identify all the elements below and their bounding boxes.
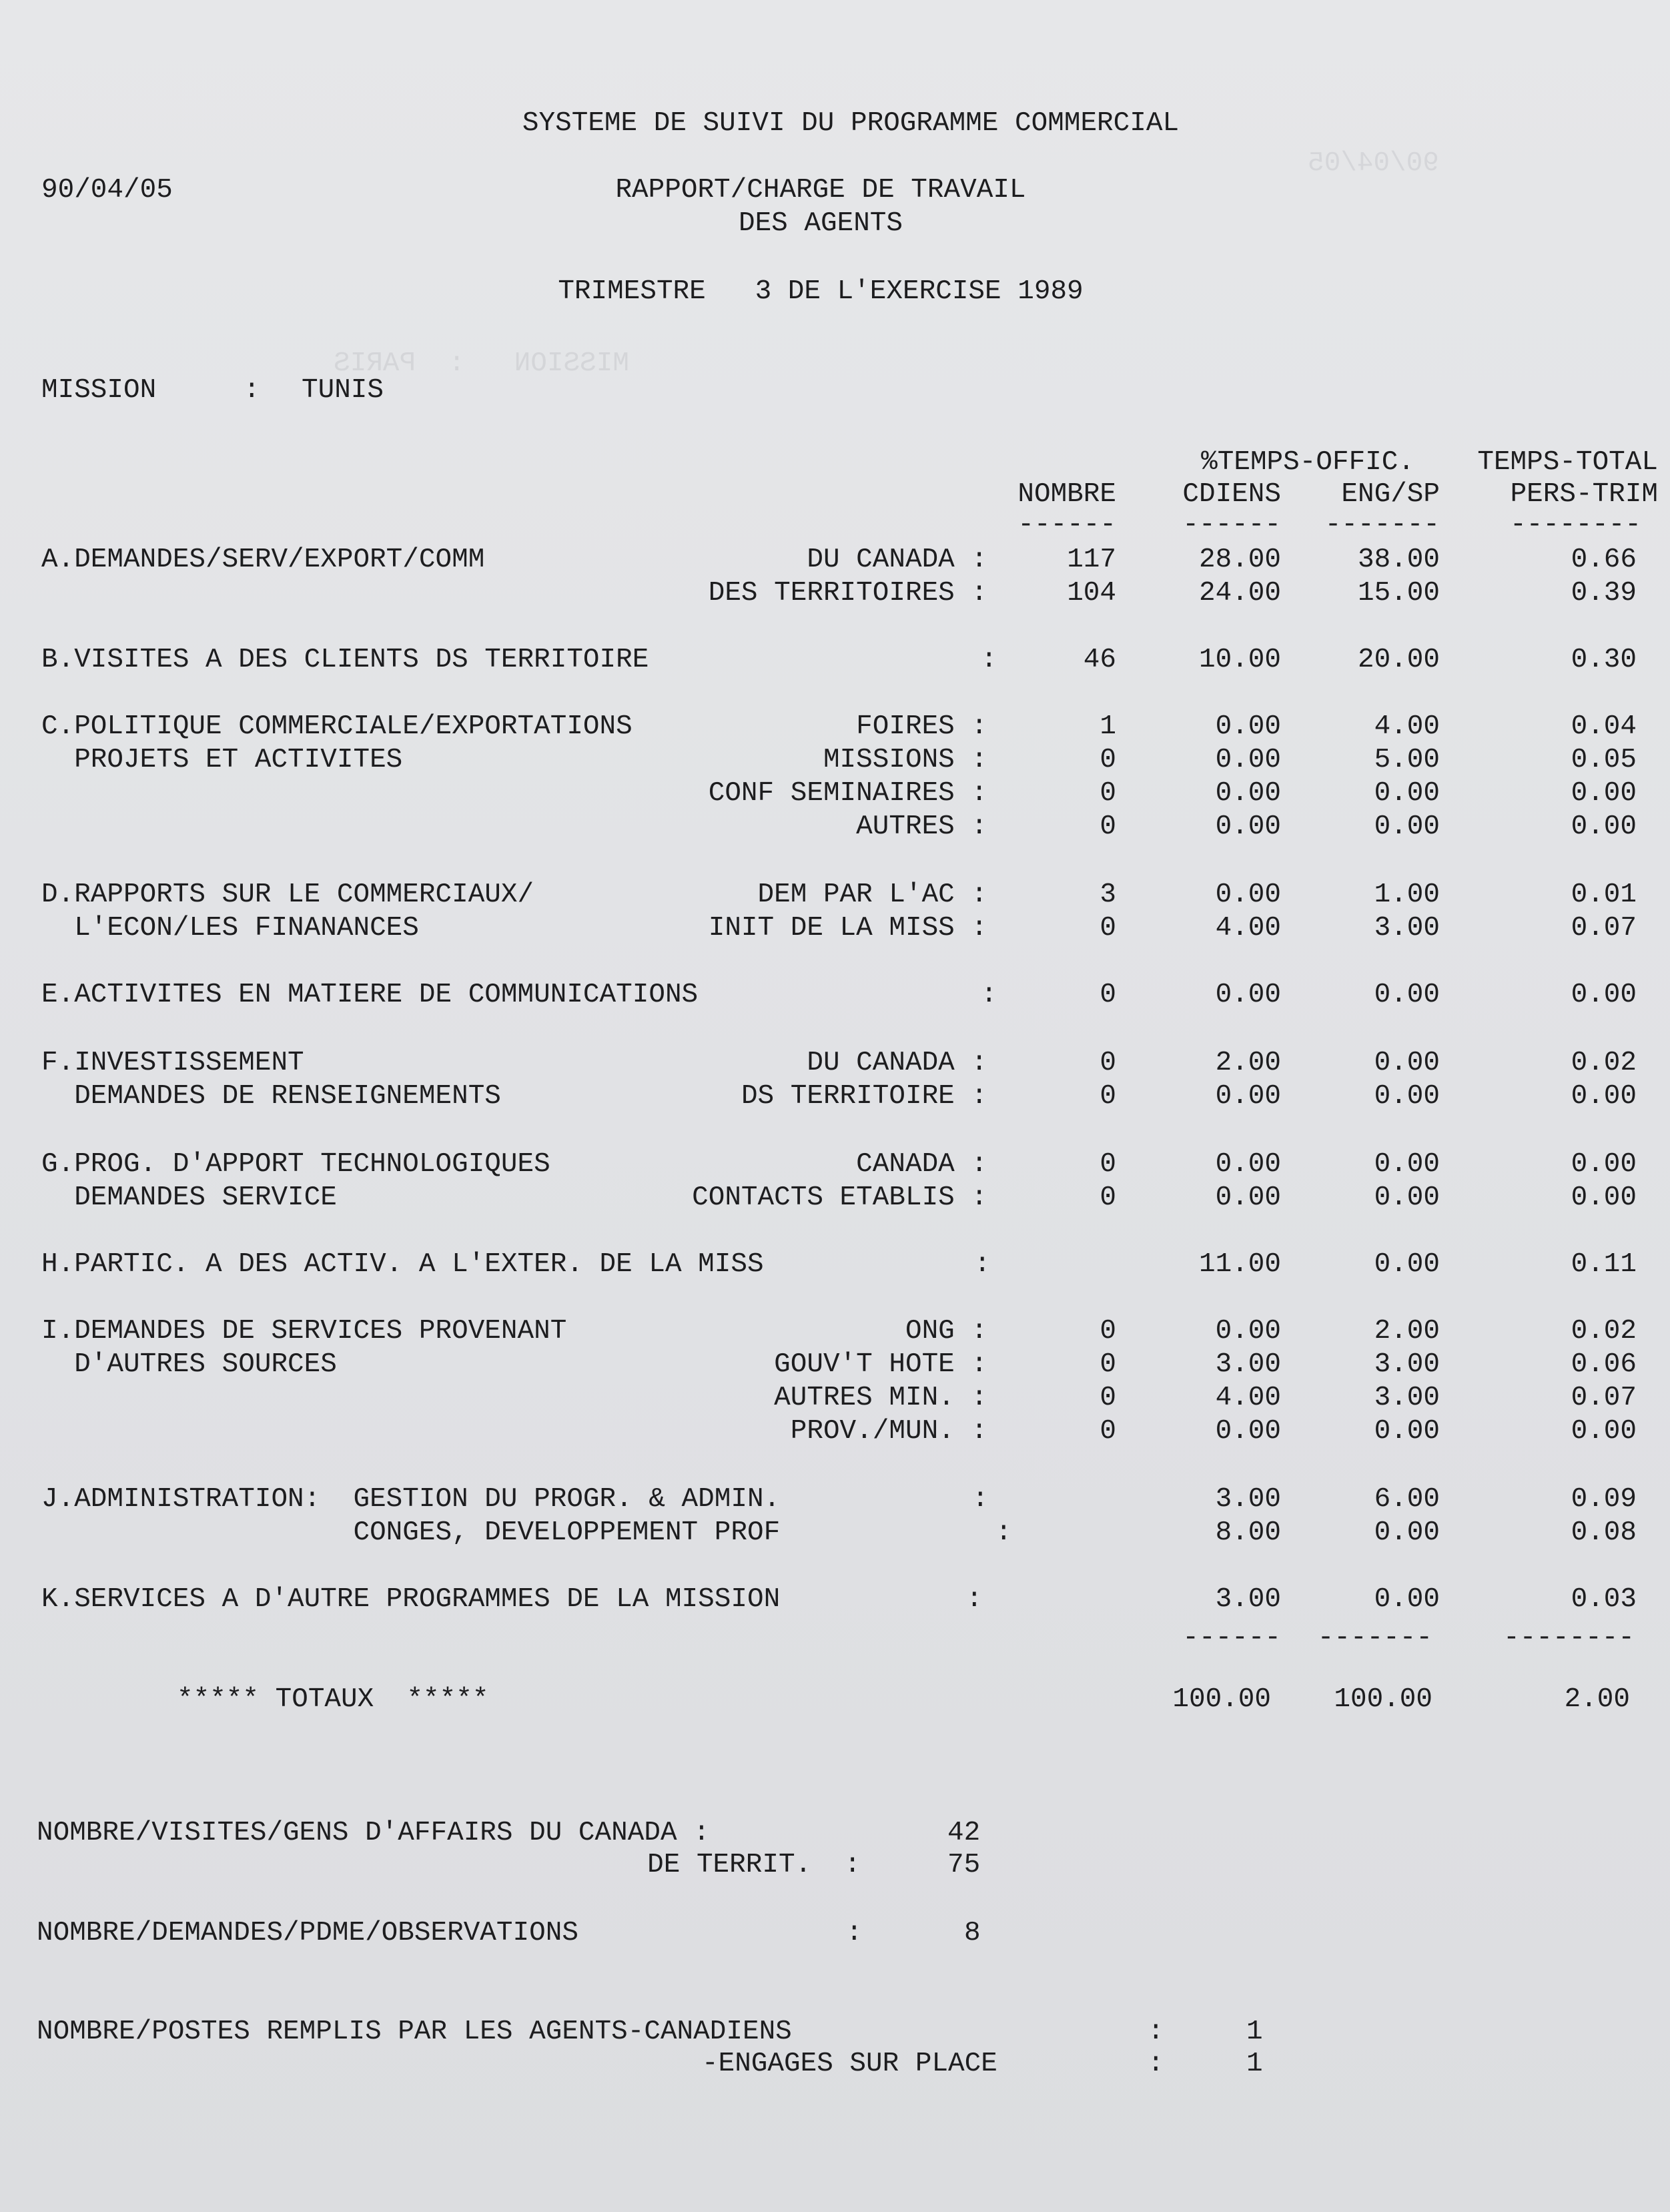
postes-sp-value: 1 <box>1246 2049 1263 2079</box>
header-dash-cdiens: ------ <box>1182 510 1281 540</box>
row-engsp: 4.00 <box>1374 711 1440 742</box>
totals-pers: 2.00 <box>1564 1684 1630 1715</box>
row-separator: : <box>972 1484 989 1515</box>
mission-label: MISSION <box>41 375 157 406</box>
header-cdiens: CDIENS <box>1182 479 1281 510</box>
row-pers-trim: 0.39 <box>1571 578 1637 609</box>
row-engsp: 0.00 <box>1374 811 1440 842</box>
report-title-line2: DES AGENTS <box>738 208 903 239</box>
row-cdiens: 0.00 <box>1215 1416 1281 1447</box>
demandes-separator: : <box>846 1918 863 1948</box>
engages-separator: : <box>1148 2049 1164 2079</box>
row-nombre: 0 <box>1100 745 1116 775</box>
row-cdiens: 3.00 <box>1215 1349 1281 1380</box>
row-engsp: 0.00 <box>1374 778 1440 809</box>
row-cdiens: 0.00 <box>1215 1316 1281 1347</box>
header-dash-pers: -------- <box>1510 510 1641 540</box>
row-cdiens: 4.00 <box>1215 913 1281 944</box>
row-subcategory: GOUV'T HOTE : <box>774 1349 987 1380</box>
row-engsp: 3.00 <box>1374 913 1440 944</box>
row-category: D'AUTRES SOURCES <box>41 1349 337 1380</box>
row-cdiens: 0.00 <box>1215 811 1281 842</box>
row-cdiens: 3.00 <box>1215 1584 1281 1615</box>
header-dash-engsp: ------- <box>1324 510 1440 540</box>
row-nombre: 0 <box>1100 1316 1116 1347</box>
totals-cdiens: 100.00 <box>1172 1684 1271 1715</box>
row-engsp: 38.00 <box>1357 544 1440 575</box>
row-subcategory: DU CANADA : <box>807 544 987 575</box>
totals-dash-cdiens: ------ <box>1182 1623 1281 1653</box>
row-separator: : <box>966 1584 983 1615</box>
row-cdiens: 0.00 <box>1215 745 1281 775</box>
engages-label: -ENGAGES SUR PLACE <box>702 2049 997 2079</box>
row-category: F.INVESTISSEMENT <box>41 1048 304 1078</box>
row-cdiens: 24.00 <box>1198 578 1281 609</box>
row-pers-trim: 0.00 <box>1571 1149 1637 1180</box>
row-engsp: 0.00 <box>1374 1081 1440 1112</box>
row-subcategory: DES TERRITOIRES : <box>708 578 987 609</box>
quarter-line: TRIMESTRE 3 DE L'EXERCISE 1989 <box>558 276 1084 307</box>
row-subcategory: INIT DE LA MISS : <box>708 913 987 944</box>
row-subcategory: DEM PAR L'AC : <box>757 879 987 910</box>
row-cdiens: 8.00 <box>1215 1517 1281 1548</box>
row-pers-trim: 0.30 <box>1571 645 1637 675</box>
row-subcategory: CONTACTS ETABLIS : <box>692 1182 987 1213</box>
visites-canada-value: 42 <box>947 1818 981 1848</box>
row-nombre: 0 <box>1100 913 1116 944</box>
row-cdiens: 0.00 <box>1215 711 1281 742</box>
row-engsp: 3.00 <box>1374 1383 1440 1413</box>
row-category: A.DEMANDES/SERV/EXPORT/COMM <box>41 544 485 575</box>
row-pers-trim: 0.06 <box>1571 1349 1637 1380</box>
row-category: B.VISITES A DES CLIENTS DS TERRITOIRE <box>41 645 649 675</box>
row-subcategory: PROV./MUN. : <box>790 1416 987 1447</box>
system-title: SYSTEME DE SUIVI DU PROGRAMME COMMERCIAL <box>522 108 1180 139</box>
row-cdiens: 10.00 <box>1198 645 1281 675</box>
totals-engsp: 100.00 <box>1334 1684 1432 1715</box>
row-engsp: 5.00 <box>1374 745 1440 775</box>
report-title-line1: RAPPORT/CHARGE DE TRAVAIL <box>615 175 1026 206</box>
row-pers-trim: 0.00 <box>1571 811 1637 842</box>
row-pers-trim: 0.00 <box>1571 980 1637 1010</box>
demandes-label: NOMBRE/DEMANDES/PDME/OBSERVATIONS <box>37 1918 578 1948</box>
row-category: H.PARTIC. A DES ACTIV. A L'EXTER. DE LA MISS <box>41 1249 764 1280</box>
row-engsp: 0.00 <box>1374 1416 1440 1447</box>
postes-cdn-value: 1 <box>1246 2016 1263 2047</box>
row-cdiens: 2.00 <box>1215 1048 1281 1078</box>
totals-label: ***** TOTAUX ***** <box>177 1684 489 1715</box>
totals-dash-pers: -------- <box>1503 1623 1635 1653</box>
row-category: I.DEMANDES DE SERVICES PROVENANT <box>41 1316 567 1347</box>
row-cdiens: 0.00 <box>1215 1182 1281 1213</box>
bleed-through-mission: MISSION : PARIS <box>334 348 629 379</box>
row-engsp: 0.00 <box>1374 1517 1440 1548</box>
demandes-value: 8 <box>964 1918 981 1948</box>
row-category: C.POLITIQUE COMMERCIALE/EXPORTATIONS <box>41 711 633 742</box>
row-engsp: 0.00 <box>1374 1149 1440 1180</box>
row-engsp: 0.00 <box>1374 1249 1440 1280</box>
row-pers-trim: 0.66 <box>1571 544 1637 575</box>
row-pers-trim: 0.01 <box>1571 879 1637 910</box>
row-cdiens: 0.00 <box>1215 1081 1281 1112</box>
row-subcategory: CONF SEMINAIRES : <box>708 778 987 809</box>
row-cdiens: 28.00 <box>1198 544 1281 575</box>
report-date: 90/04/05 <box>41 175 173 206</box>
row-separator: : <box>974 1249 991 1280</box>
row-pers-trim: 0.03 <box>1571 1584 1637 1615</box>
row-category: CONGES, DEVELOPPEMENT PROF <box>41 1517 781 1548</box>
row-nombre: 46 <box>1083 645 1116 675</box>
row-pers-trim: 0.00 <box>1571 1416 1637 1447</box>
row-category: E.ACTIVITES EN MATIERE DE COMMUNICATIONS <box>41 980 699 1010</box>
header-pers-trim: PERS-TRIM <box>1510 479 1658 510</box>
row-category: J.ADMINISTRATION: GESTION DU PROGR. & ADMIN. <box>41 1484 781 1515</box>
row-pers-trim: 0.07 <box>1571 913 1637 944</box>
row-subcategory: AUTRES : <box>856 811 987 842</box>
header-temps-offic: %TEMPS-OFFIC. <box>1201 447 1414 478</box>
row-subcategory: DU CANADA : <box>807 1048 987 1078</box>
row-pers-trim: 0.04 <box>1571 711 1637 742</box>
row-cdiens: 0.00 <box>1215 980 1281 1010</box>
row-pers-trim: 0.08 <box>1571 1517 1637 1548</box>
row-engsp: 3.00 <box>1374 1349 1440 1380</box>
row-nombre: 0 <box>1100 1416 1116 1447</box>
row-pers-trim: 0.07 <box>1571 1383 1637 1413</box>
postes-label: NOMBRE/POSTES REMPLIS PAR LES AGENTS-CANADIENS <box>37 2016 792 2047</box>
row-category: PROJETS ET ACTIVITES <box>41 745 403 775</box>
row-engsp: 2.00 <box>1374 1316 1440 1347</box>
row-pers-trim: 0.02 <box>1571 1048 1637 1078</box>
row-subcategory: ONG : <box>905 1316 987 1347</box>
row-pers-trim: 0.00 <box>1571 1182 1637 1213</box>
row-cdiens: 11.00 <box>1198 1249 1281 1280</box>
row-cdiens: 0.00 <box>1215 778 1281 809</box>
row-subcategory: DS TERRITOIRE : <box>741 1081 987 1112</box>
totals-dash-engsp: ------- <box>1317 1623 1432 1653</box>
row-category: DEMANDES DE RENSEIGNEMENTS <box>41 1081 501 1112</box>
row-category: DEMANDES SERVICE <box>41 1182 337 1213</box>
row-engsp: 15.00 <box>1357 578 1440 609</box>
row-category: L'ECON/LES FINANANCES <box>41 913 419 944</box>
row-engsp: 0.00 <box>1374 1182 1440 1213</box>
header-nombre: NOMBRE <box>1017 479 1116 510</box>
header-engsp: ENG/SP <box>1341 479 1440 510</box>
row-engsp: 20.00 <box>1357 645 1440 675</box>
row-category: K.SERVICES A D'AUTRE PROGRAMMES DE LA MISSION <box>41 1584 781 1615</box>
header-dash-nombre: ------ <box>1017 510 1116 540</box>
row-category: D.RAPPORTS SUR LE COMMERCIAUX/ <box>41 879 534 910</box>
visites-canada-label: NOMBRE/VISITES/GENS D'AFFAIRS DU CANADA : <box>37 1818 710 1848</box>
row-separator: : <box>981 980 997 1010</box>
row-cdiens: 4.00 <box>1215 1383 1281 1413</box>
row-category: G.PROG. D'APPORT TECHNOLOGIQUES <box>41 1149 550 1180</box>
row-nombre: 0 <box>1100 1149 1116 1180</box>
row-subcategory: AUTRES MIN. : <box>774 1383 987 1413</box>
row-cdiens: 0.00 <box>1215 1149 1281 1180</box>
row-engsp: 0.00 <box>1374 1584 1440 1615</box>
row-engsp: 6.00 <box>1374 1484 1440 1515</box>
row-nombre: 0 <box>1100 1383 1116 1413</box>
row-nombre: 1 <box>1100 711 1116 742</box>
row-cdiens: 3.00 <box>1215 1484 1281 1515</box>
row-pers-trim: 0.00 <box>1571 778 1637 809</box>
row-pers-trim: 0.05 <box>1571 745 1637 775</box>
row-pers-trim: 0.09 <box>1571 1484 1637 1515</box>
row-subcategory: MISSIONS : <box>823 745 987 775</box>
header-temps-total: TEMPS-TOTAL <box>1477 447 1658 478</box>
visites-territ-label: DE TERRIT. : <box>647 1850 861 1880</box>
row-nombre: 104 <box>1067 578 1116 609</box>
row-nombre: 0 <box>1100 778 1116 809</box>
row-nombre: 0 <box>1100 1349 1116 1380</box>
row-subcategory: CANADA : <box>856 1149 987 1180</box>
mission-value: TUNIS <box>302 375 384 406</box>
row-engsp: 0.00 <box>1374 1048 1440 1078</box>
row-separator: : <box>995 1517 1012 1548</box>
row-nombre: 0 <box>1100 1081 1116 1112</box>
row-nombre: 0 <box>1100 811 1116 842</box>
postes-separator: : <box>1148 2016 1164 2047</box>
row-pers-trim: 0.00 <box>1571 1081 1637 1112</box>
row-subcategory: FOIRES : <box>856 711 987 742</box>
visites-territ-value: 75 <box>947 1850 981 1880</box>
bleed-through-date: 90/04/05 <box>1308 148 1439 179</box>
row-engsp: 0.00 <box>1374 980 1440 1010</box>
mission-separator: : <box>244 375 260 406</box>
row-pers-trim: 0.02 <box>1571 1316 1637 1347</box>
row-nombre: 0 <box>1100 1048 1116 1078</box>
row-nombre: 0 <box>1100 1182 1116 1213</box>
row-nombre: 0 <box>1100 980 1116 1010</box>
row-separator: : <box>981 645 997 675</box>
row-nombre: 117 <box>1067 544 1116 575</box>
row-pers-trim: 0.11 <box>1571 1249 1637 1280</box>
row-engsp: 1.00 <box>1374 879 1440 910</box>
row-cdiens: 0.00 <box>1215 879 1281 910</box>
row-nombre: 3 <box>1100 879 1116 910</box>
